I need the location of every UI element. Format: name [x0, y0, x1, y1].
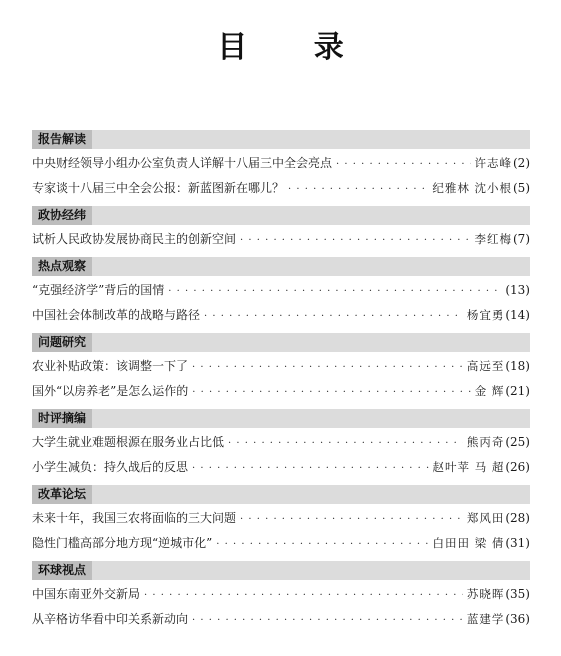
entry-title: “克强经济学”背后的国情	[32, 283, 165, 297]
entry-title: 国外“以房养老”是怎么运作的	[32, 384, 189, 398]
entry-page: (35)	[505, 587, 530, 601]
section-label: 环球视点	[32, 561, 92, 580]
entry-author: 熊丙奇	[466, 435, 505, 449]
section-label: 改革论坛	[32, 485, 92, 504]
entry-title: 大学生就业难题根源在服务业占比低	[32, 435, 225, 449]
section-header	[32, 485, 530, 504]
section-label: 热点观察	[32, 257, 92, 276]
entry-title: 中国社会体制改革的战略与路径	[32, 308, 201, 322]
entry-author: 纪雅林 沈小根	[432, 181, 512, 195]
section-label: 时评摘编	[32, 409, 92, 428]
leader-dots	[288, 184, 428, 195]
entry-page: (36)	[505, 612, 530, 626]
toc-entry[interactable]	[32, 154, 530, 175]
entry-author: 白田田 梁 倩	[432, 536, 505, 550]
section-label: 问题研究	[32, 333, 92, 352]
leader-dots	[168, 286, 500, 297]
toc-entry[interactable]	[32, 534, 530, 555]
leader-dots	[192, 615, 463, 626]
toc-entry[interactable]	[32, 610, 530, 631]
entry-page: (28)	[505, 511, 530, 525]
entry-author: 蓝建学	[466, 612, 505, 626]
entry-page: (21)	[505, 384, 530, 398]
entry-title: 从辛格访华看中印关系新动向	[32, 612, 189, 626]
entry-author: 杨宜勇	[466, 308, 505, 322]
table-of-contents	[32, 130, 530, 635]
leader-dots	[192, 387, 470, 398]
leader-dots	[144, 590, 463, 601]
entry-page: (2)	[513, 156, 530, 170]
entry-author: 许志峰	[474, 156, 512, 170]
entry-page: (7)	[513, 232, 530, 246]
leader-dots	[192, 362, 463, 373]
entry-title: 小学生减负：持久战后的反思	[32, 460, 189, 474]
leader-dots	[240, 235, 470, 246]
entry-page: (14)	[505, 308, 530, 322]
leader-dots	[204, 311, 463, 322]
page-title: 目 录	[217, 30, 372, 65]
toc-entry[interactable]	[32, 230, 530, 251]
entry-page: (18)	[505, 359, 530, 373]
toc-entry[interactable]	[32, 509, 530, 530]
entry-title: 专家谈十八届三中全会公报：新蓝图新在哪儿？	[32, 181, 285, 195]
entry-title: 试析人民政协发展协商民主的创新空间	[32, 232, 237, 246]
entry-title: 未来十年，我国三农将面临的三大问题	[32, 511, 237, 525]
entry-author: 金 辉	[474, 384, 505, 398]
section-header	[32, 206, 530, 225]
entry-author: 郑风田	[466, 511, 505, 525]
entry-author: 赵叶苹 马 超	[432, 460, 505, 474]
section-header	[32, 257, 530, 276]
toc-entry[interactable]	[32, 433, 530, 454]
section-label: 报告解读	[32, 130, 92, 149]
entry-page: (13)	[505, 283, 530, 297]
leader-dots	[228, 438, 463, 449]
entry-page: (31)	[505, 536, 530, 550]
leader-dots	[240, 514, 463, 525]
toc-entry[interactable]	[32, 357, 530, 378]
section-header	[32, 333, 530, 352]
entry-page: (5)	[513, 181, 530, 195]
section-header	[32, 561, 530, 580]
section-header	[32, 130, 530, 149]
entry-page: (25)	[505, 435, 530, 449]
toc-entry[interactable]	[32, 458, 530, 479]
section-header	[32, 409, 530, 428]
toc-entry[interactable]	[32, 306, 530, 327]
toc-entry[interactable]	[32, 382, 530, 403]
entry-author: 李红梅	[474, 232, 512, 246]
leader-dots	[192, 463, 429, 474]
entry-page: (26)	[505, 460, 530, 474]
entry-title: 农业补贴政策：该调整一下了	[32, 359, 189, 373]
toc-entry[interactable]	[32, 179, 530, 200]
leader-dots	[216, 539, 428, 550]
toc-entry[interactable]	[32, 585, 530, 606]
entry-title: 中央财经领导小组办公室负责人详解十八届三中全会亮点	[32, 156, 333, 170]
entry-title: 隐性门槛高部分地方现“逆城市化”	[32, 536, 213, 550]
entry-author: 高远至	[466, 359, 505, 373]
entry-author: 苏晓晖	[466, 587, 505, 601]
toc-entry[interactable]	[32, 281, 530, 302]
entry-title: 中国东南亚外交新局	[32, 587, 141, 601]
section-label: 政协经纬	[32, 206, 92, 225]
leader-dots	[336, 159, 470, 170]
